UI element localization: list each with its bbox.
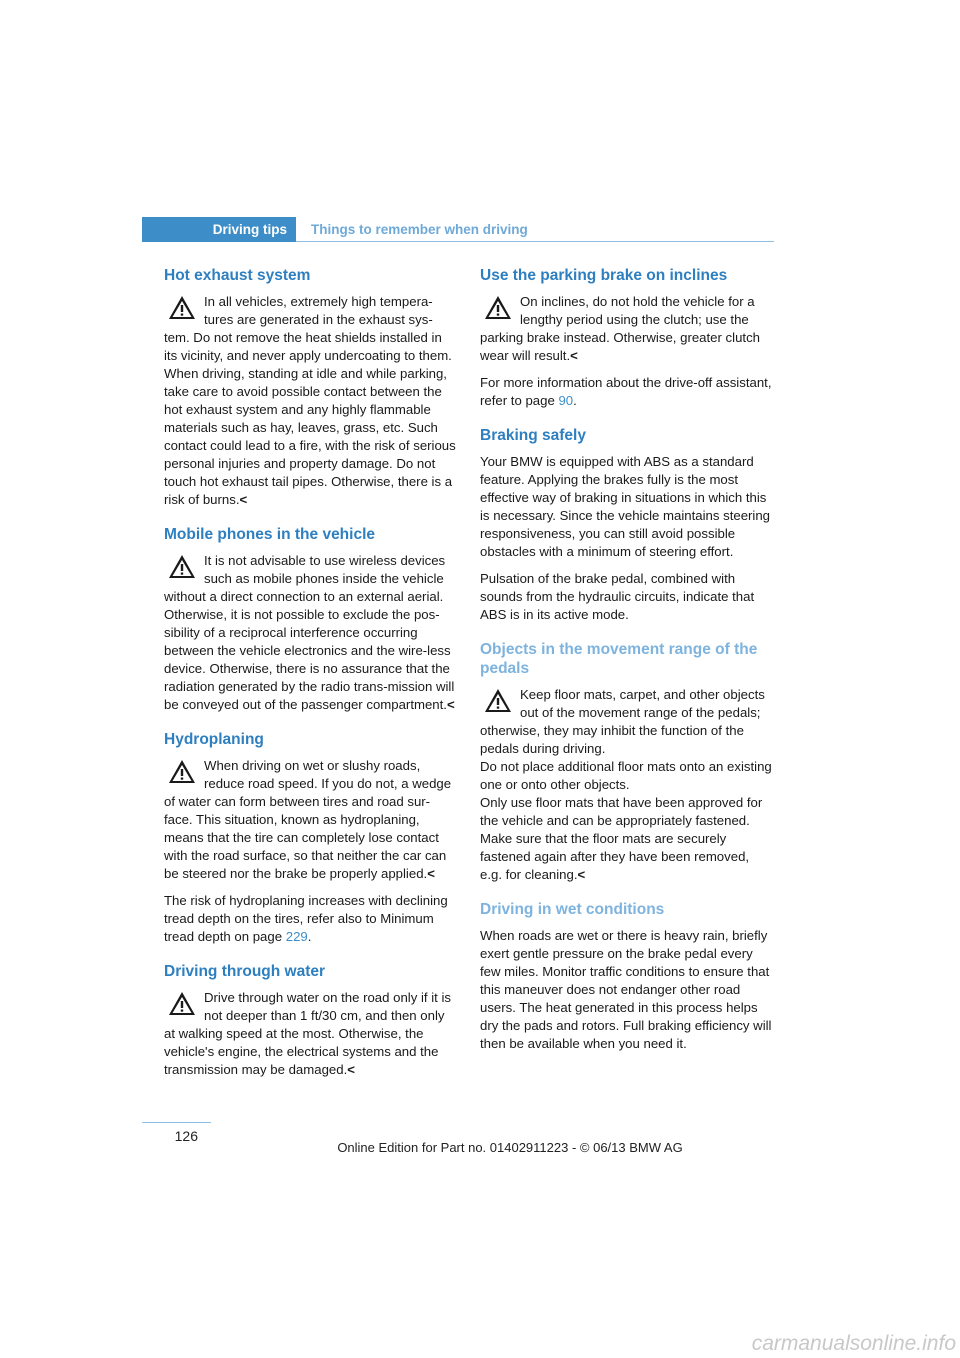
end-mark: < — [427, 866, 435, 881]
heading-hydroplaning: Hydroplaning — [164, 731, 264, 748]
paragraph-end: . — [573, 393, 577, 408]
section-parking-brake — [480, 266, 772, 410]
section-wet-conditions — [480, 900, 772, 1053]
header-rule — [296, 241, 774, 242]
heading-hot-exhaust: Hot exhaust system — [164, 267, 311, 284]
paragraph-end: . — [307, 929, 312, 944]
end-mark: < — [347, 1062, 355, 1077]
end-mark: < — [239, 492, 248, 507]
warning-mobile-phones — [164, 552, 456, 714]
page-link-229[interactable]: 229 — [285, 929, 308, 944]
warning-triangle-icon — [167, 294, 197, 321]
section-braking-safely — [480, 426, 772, 624]
paragraph-drive-off-assistant — [480, 374, 772, 410]
end-mark: < — [577, 867, 586, 882]
warning-text: When driving on wet or slushy roads, reduce road speed. If you do not, a wedge of water can form between tires and road sur-face. This situation, known as hydroplaning, means that the tire can completely lose contact with the road surface, so that neither the car can be steered nor the brake be properly applied. — [164, 758, 452, 881]
left-column — [164, 266, 456, 1095]
header-chapter-title: Things to remember when driving — [311, 222, 528, 237]
footer-rule — [142, 1122, 211, 1123]
warning-text: Do not place additional floor mats onto an existing one or onto other objects. — [480, 759, 772, 792]
paragraph-abs: Your BMW is equipped with ABS as a standard feature. Applying the brakes fully is the most effective way of braking in situations in which this is necessary. Since the vehicle maintains steering responsiveness, you can still avoid possible obstacles with a minimum of steering effort. — [480, 454, 771, 559]
heading-wet-conditions: Driving in wet conditions — [480, 901, 665, 918]
warning-triangle-icon — [167, 990, 197, 1017]
warning-hydroplaning — [164, 757, 456, 883]
section-hydroplaning — [164, 730, 456, 946]
warning-triangle-icon — [483, 687, 513, 714]
page-link-90[interactable]: 90 — [558, 393, 574, 408]
paragraph-text: For more information about the drive-off assistant, refer to page — [480, 375, 772, 408]
header-section-label: Driving tips — [142, 217, 296, 242]
warning-triangle-icon — [167, 553, 197, 580]
warning-text: It is not advisable to use wireless devices such as mobile phones inside the vehicle without a direct connection to an external aerial. Otherwise, it is not possible to exclude the pos-sibility of a reciprocal interference occurring between the vehicle electronics and the wire-less device. Otherwise, there is no assurance that the radiation generated by the radio trans-mission will be conveyed out of the passenger compartment. — [164, 553, 455, 712]
section-pedals — [480, 640, 772, 884]
page-number: 126 — [174, 1128, 198, 1144]
section-mobile-phones — [164, 525, 456, 714]
heading-driving-through-water: Driving through water — [164, 963, 326, 980]
warning-pedals — [480, 686, 772, 884]
warning-text: Only use floor mats that have been approved for the vehicle and can be appropriately fastened. Make sure that the floor mats are securely fastened again after they have been removed, e.g. for cleaning. — [480, 795, 763, 882]
watermark: carmanualsonline.info — [751, 1332, 956, 1355]
right-column — [480, 266, 772, 1069]
warning-driving-through-water — [164, 989, 456, 1079]
section-hot-exhaust — [164, 266, 456, 509]
heading-parking-brake: Use the parking brake on inclines — [480, 267, 728, 284]
warning-text: On inclines, do not hold the vehicle for a lengthy period using the clutch; use the parking brake instead. Otherwise, greater clutch wear will result. — [480, 294, 761, 363]
warning-parking-brake — [480, 293, 772, 365]
heading-braking-safely: Braking safely — [480, 427, 586, 444]
warning-text: In all vehicles, extremely high tempera-tures are generated in the exhaust sys-tem. Do not remove the heat shields installed in its vicinity, and never apply undercoating to them. When driving, standing at idle and while parking, take care to avoid possible contact between the hot exhaust system and any highly flammable materials such as hay, leaves, grass, etc. Such contact could lead to a fire, with the risk of serious personal injuries and property damage. Do not touch hot exhaust tail pipes. Otherwise, there is a risk of burns. — [164, 294, 456, 507]
paragraph-text: The risk of hydroplaning increases with declining tread depth on the tires, refer also to Minimum tread depth on page — [164, 893, 448, 944]
footer-edition: Online Edition for Part no. 01402911223 - © 06/13 BMW AG — [337, 1140, 683, 1155]
warning-triangle-icon — [167, 758, 197, 785]
warning-text: Keep floor mats, carpet, and other objects out of the movement range of the pedals; otherwise, they may inhibit the function of the pedals during driving. — [480, 687, 765, 756]
warning-text: Drive through water on the road only if it is not deeper than 1 ft/30 cm, and then only at walking speed at the most. Otherwise, the vehicle's engine, the electrical systems and the transmission may be damaged. — [164, 990, 452, 1077]
paragraph-wet-conditions: When roads are wet or there is heavy rain, briefly exert gentle pressure on the brake pedal every few miles. Monitor traffic conditions to ensure that this maneuver does not endanger other road users. The heat generated in this process helps dry the pads and rotors. Full braking efficiency will then be available when you need it. — [480, 928, 772, 1051]
section-driving-through-water — [164, 962, 456, 1079]
heading-pedals: Objects in the movement range of the pedals — [480, 641, 758, 677]
heading-mobile-phones: Mobile phones in the vehicle — [164, 526, 376, 543]
end-mark: < — [446, 697, 455, 712]
paragraph-pulsation: Pulsation of the brake pedal, combined with sounds from the hydraulic circuits, indicate that ABS is in its active mode. — [480, 571, 755, 622]
warning-hot-exhaust — [164, 293, 456, 509]
end-mark: < — [570, 348, 578, 363]
page-header — [142, 217, 774, 242]
warning-triangle-icon — [483, 294, 513, 321]
paragraph-tread-depth — [164, 892, 456, 946]
